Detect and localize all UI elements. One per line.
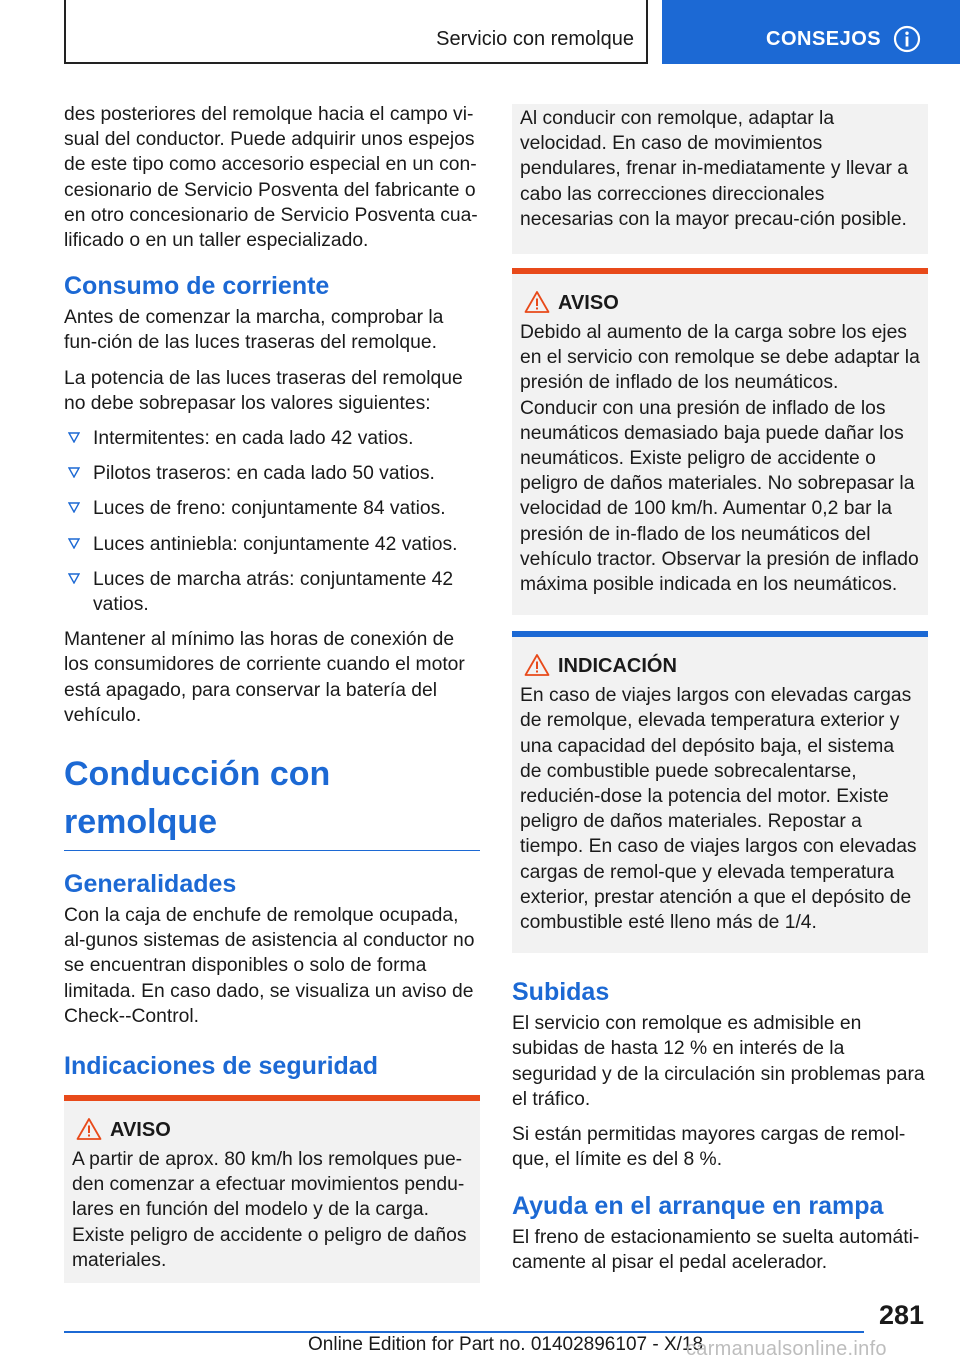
warning-box-head [72, 1117, 472, 1143]
list-item [64, 532, 480, 557]
intro-paragraph: des posteriores del remolque hacia el campo vi-sual del conductor. Puede adquirir unos espejos de este tipo como accesorio especial en un con-cesionario de Servicio Posventa del fabricante o en otro concesionario de Servicio Posventa cua-lificado o en un taller especializado. [64, 104, 478, 252]
list-item-text: Luces de marcha atrás: conjuntamente 42 vatios. [93, 568, 454, 616]
warning-box [64, 1095, 480, 1283]
list-item [64, 567, 480, 617]
list-item [64, 496, 480, 521]
generalidades-paragraph: Con la caja de enchufe de remolque ocupada, al-gunos sistemas de asistencia al conductor no se encuentran disponibles o solo de forma limitada. En caso dado, se visualiza un aviso de Check--Control. [64, 905, 475, 1027]
triangle-bullet-icon [68, 502, 80, 513]
warning-box-head [520, 290, 920, 316]
continued-box [512, 104, 928, 254]
continued-box-text: Al conducir con remolque, adaptar la velocidad. En caso de movimientos pendulares, frenar in-mediatamente y llevar a cabo las correcciones direccionales necesarias con la mayor precau-ción posible. [520, 108, 908, 230]
warning-triangle-icon [524, 290, 550, 314]
rampa-paragraph: El freno de estacionamiento se suelta automáti-camente al pisar el pedal acelerador. [512, 1226, 920, 1273]
note-box [512, 631, 928, 953]
warning-text: Debido al aumento de la carga sobre los ejes en el servicio con remolque se debe adaptar la presión de inflado de los neumáticos. Conducir con una presión de inflado de los neumáticos demasiado baja puede dañar los neumáticos. Existe peligro de accidente o peligro de daños materiales. No sobrepasar la velocidad de 100 km/h. Aumentar 0,2 bar la presión de in-flado de los neumáticos del vehículo tractor. Observar la presión de inflado máxima posible indicada en los neumáticos. [520, 322, 920, 596]
note-title: INDICACIÓN [558, 655, 677, 678]
header-category-tab[interactable] [662, 0, 960, 64]
list-item [64, 426, 480, 451]
left-column [64, 102, 480, 1299]
main-heading: Conducción con remolque [64, 750, 480, 851]
triangle-bullet-icon [68, 467, 80, 478]
footer-divider [64, 1331, 864, 1333]
heading-seguridad: Indicaciones de seguridad [64, 1052, 378, 1081]
heading-consumo: Consumo de corriente [64, 272, 330, 301]
note-triangle-icon [524, 653, 550, 677]
info-circle-icon[interactable] [893, 25, 921, 53]
warning-text: A partir de aprox. 80 km/h los remolques pue-den comenzar a efectuar movimientos pendu-lares en función del modelo y de la carga. Existe peligro de accidente o peligro de daños materiales. [72, 1149, 467, 1271]
triangle-bullet-icon [68, 573, 80, 584]
edition-text: Online Edition for Part no. 01402896107 - X/18 [308, 1334, 704, 1355]
page-number: 281 [878, 1300, 924, 1330]
subidas-paragraph-2: Si están permitidas mayores cargas de remol-que, el límite es del 8 %. [512, 1124, 906, 1171]
triangle-bullet-icon [68, 432, 80, 443]
consumo-paragraph-2: La potencia de las luces traseras del remolque no debe sobrepasar los valores siguientes: [64, 367, 463, 414]
section-title: Servicio con remolque [436, 28, 634, 50]
list-item [64, 461, 480, 486]
heading-subidas: Subidas [512, 978, 610, 1007]
list-item-text: Pilotos traseros: en cada lado 50 vatios. [93, 463, 435, 485]
right-column [512, 104, 928, 1285]
subidas-paragraph-1: El servicio con remolque es admisible en subidas de hasta 12 % en interés de la seguridad y de la circulación sin problemas para el tráfico. [512, 1013, 925, 1110]
warning-title: AVISO [558, 292, 619, 315]
heading-rampa: Ayuda en el arranque en rampa [512, 1191, 884, 1220]
list-item-text: Luces de freno: conjuntamente 84 vatios. [93, 498, 446, 520]
list-item-text: Luces antiniebla: conjuntamente 42 vatios. [93, 533, 458, 555]
watermark: carmanualsonline.info [686, 1338, 887, 1360]
note-box-head [520, 653, 920, 679]
category-label: CONSEJOS [766, 28, 882, 50]
list-item-text: Intermitentes: en cada lado 42 vatios. [93, 428, 414, 450]
header-section-tab [64, 0, 648, 64]
triangle-bullet-icon [68, 538, 80, 549]
heading-generalidades: Generalidades [64, 870, 237, 899]
warning-triangle-icon [76, 1117, 102, 1141]
warning-box [512, 268, 928, 615]
consumo-paragraph-1: Antes de comenzar la marcha, comprobar la fun-ción de las luces traseras del remolque. [64, 307, 444, 354]
consumo-list [64, 426, 480, 617]
note-text: En caso de viajes largos con elevadas cargas de remolque, elevada temperatura exterior y una capacidad del depósito baja, el sistema de combustible puede sobrecalentarse, reducién-dose la potencia del motor. Existe peligro de daños materiales. Repostar a tiempo. En caso de viajes largos con elevadas cargas de remol-que y elevada temperatura exterior, prestar atención a que el depósito de combustible esté lleno más de 1/4. [520, 685, 917, 934]
warning-title: AVISO [110, 1119, 171, 1142]
consumo-paragraph-3: Mantener al mínimo las horas de conexión de los consumidores de corriente cuando el motor está apagado, para conservar la batería del vehículo. [64, 629, 465, 726]
